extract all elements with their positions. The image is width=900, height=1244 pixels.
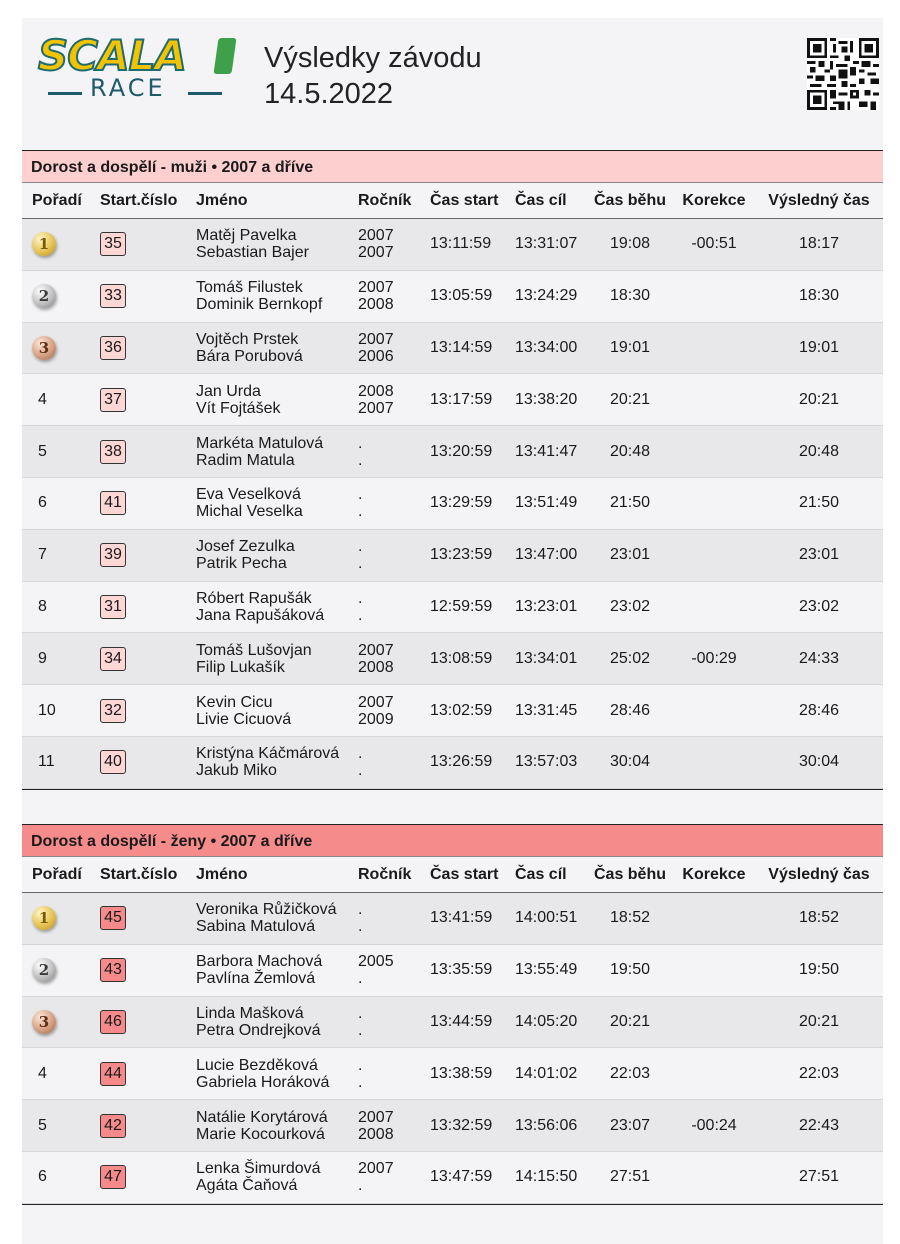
name-cell [188, 1160, 350, 1194]
bib-cell [92, 1114, 188, 1138]
run-time: 19:01 [609, 338, 651, 356]
run-time: 20:21 [609, 390, 651, 408]
final-time: 27:51 [798, 1168, 840, 1186]
bib-cell [92, 958, 188, 982]
rank-cell [22, 284, 92, 308]
run-time: 25:02 [609, 649, 651, 667]
runner-name-2: Sebastian Bajer [196, 244, 309, 262]
col-corr: Korekce [682, 865, 746, 883]
rank-cell [22, 232, 92, 256]
col-start: Čas start [430, 191, 499, 209]
run-time: 22:03 [609, 1064, 651, 1082]
rank-cell: 8 [38, 597, 47, 615]
year-cell [350, 953, 422, 987]
finish-time: 13:38:20 [515, 390, 578, 408]
col-name: Jméno [196, 865, 248, 883]
runner-name-2: Radim Matula [196, 451, 295, 469]
finish-time: 13:24:29 [515, 287, 578, 305]
col-rank: Pořadí [32, 865, 82, 883]
final-time: 18:52 [798, 909, 840, 927]
birth-year-2: 2008 [358, 658, 394, 676]
final-time: 20:48 [798, 442, 840, 460]
table-row [22, 633, 883, 685]
bib-cell [92, 284, 188, 308]
start-time: 13:32:59 [430, 1116, 493, 1134]
bib-badge: 35 [100, 232, 126, 256]
runner-name-2: Michal Veselka [196, 503, 303, 521]
results-table-women [22, 893, 883, 1204]
bib-cell [92, 1165, 188, 1189]
col-final: Výsledný čas [768, 191, 870, 209]
finish-time: 14:05:20 [515, 1012, 578, 1030]
finish-time: 13:31:45 [515, 701, 578, 719]
logo-line-right [188, 92, 222, 95]
runner-name-2: Dominik Bernkopf [196, 296, 323, 314]
runner-name-1: Róbert Rapušák [196, 589, 312, 607]
run-time: 27:51 [609, 1168, 651, 1186]
start-time: 13:17:59 [430, 390, 493, 408]
name-cell [188, 331, 350, 365]
start-time: 13:41:59 [430, 909, 493, 927]
runner-name-2: Vít Fojtášek [196, 399, 281, 417]
finish-time: 14:01:02 [515, 1064, 578, 1082]
col-rank: Pořadí [32, 191, 82, 209]
bib-cell [92, 750, 188, 774]
birth-year-1: 2007 [358, 1108, 394, 1126]
finish-time: 13:55:49 [515, 961, 578, 979]
start-time: 13:05:59 [430, 287, 493, 305]
final-time: 28:46 [798, 701, 840, 719]
year-cell [350, 435, 422, 469]
start-time: 13:20:59 [430, 442, 493, 460]
table-row [22, 1100, 883, 1152]
table-row [22, 271, 883, 323]
runner-name-1: Matěj Pavelka [196, 227, 297, 245]
gold-medal-icon: 1 [32, 232, 56, 256]
start-time: 13:08:59 [430, 649, 493, 667]
name-cell [188, 279, 350, 313]
correction: -00:24 [691, 1116, 737, 1134]
table-row [22, 893, 883, 945]
correction: -00:51 [691, 235, 737, 253]
start-time: 13:11:59 [430, 235, 492, 253]
runner-name-1: Veronika Růžičková [196, 901, 337, 919]
bib-badge: 43 [100, 958, 126, 982]
finish-time: 14:00:51 [515, 909, 578, 927]
title-line-2: 14.5.2022 [264, 78, 394, 110]
rank-cell: 7 [38, 546, 47, 564]
logo-line-left [48, 92, 82, 95]
year-cell [350, 1109, 422, 1143]
logo-sub-text: RACE [90, 74, 166, 102]
bronze-medal-icon: 3 [32, 336, 56, 360]
gold-medal-icon: 1 [32, 906, 56, 930]
birth-year-2: . [358, 1021, 363, 1039]
final-time: 23:02 [798, 597, 840, 615]
final-time: 21:50 [798, 494, 840, 512]
year-cell [350, 901, 422, 935]
run-time: 19:50 [609, 961, 651, 979]
finish-time: 13:57:03 [515, 753, 578, 771]
final-time: 18:30 [798, 287, 840, 305]
bib-cell [92, 1010, 188, 1034]
table-row [22, 945, 883, 997]
bib-cell [92, 699, 188, 723]
finish-time: 13:34:00 [515, 338, 578, 356]
run-time: 20:21 [609, 1012, 651, 1030]
name-cell [188, 745, 350, 779]
runner-name-1: Josef Zezulka [196, 538, 295, 556]
silver-medal-icon: 2 [32, 958, 56, 982]
birth-year-1: . [358, 1004, 363, 1022]
name-cell [188, 1005, 350, 1039]
birth-year-2: 2007 [358, 399, 394, 417]
col-bib: Start.číslo [100, 191, 178, 209]
rank-cell: 6 [38, 494, 47, 512]
results-sheet [22, 18, 883, 1244]
rank-cell: 11 [38, 753, 55, 771]
bib-badge: 45 [100, 906, 126, 930]
runner-name-2: Livie Cicuová [196, 710, 292, 728]
col-year: Ročník [358, 865, 412, 883]
qr-code-icon [807, 38, 879, 110]
birth-year-1: 2007 [358, 641, 394, 659]
runner-name-2: Jana Rapušáková [196, 606, 325, 624]
runner-name-1: Jan Urda [196, 382, 261, 400]
birth-year-1: . [358, 434, 363, 452]
section-title: Dorost a dospělí - ženy • 2007 a dříve [22, 824, 883, 857]
table-row [22, 1048, 883, 1100]
bib-badge: 39 [100, 543, 126, 567]
scala-race-logo [38, 31, 228, 104]
table-row [22, 426, 883, 478]
runner-name-1: Natálie Korytárová [196, 1108, 328, 1126]
silver-medal-icon: 2 [32, 284, 56, 308]
section-title: Dorost a dospělí - muži • 2007 a dříve [22, 150, 883, 183]
name-cell [188, 953, 350, 987]
rank-cell: 10 [38, 701, 56, 719]
year-cell [350, 1160, 422, 1194]
runner-name-2: Agáta Čaňová [196, 1177, 298, 1195]
name-cell [188, 1057, 350, 1091]
bib-cell [92, 440, 188, 464]
start-time: 13:47:59 [430, 1168, 493, 1186]
runner-name-1: Tomáš Filustek [196, 279, 303, 297]
run-time: 21:50 [609, 494, 651, 512]
runner-name-1: Tomáš Lušovjan [196, 641, 312, 659]
birth-year-2: . [358, 555, 363, 573]
final-time: 20:21 [798, 390, 840, 408]
birth-year-1: 2007 [358, 330, 394, 348]
bib-badge: 42 [100, 1114, 126, 1138]
runner-name-2: Patrik Pecha [196, 555, 287, 573]
runner-name-1: Kristýna Káčmárová [196, 745, 340, 763]
year-cell [350, 1057, 422, 1091]
name-cell [188, 383, 350, 417]
rank-cell: 5 [38, 1116, 47, 1134]
title-line-1: Výsledky závodu [264, 42, 482, 74]
rank-cell: 5 [38, 442, 47, 460]
table-row [22, 685, 883, 737]
final-time: 23:01 [798, 546, 840, 564]
finish-time: 13:47:00 [515, 546, 578, 564]
col-end: Čas cíl [515, 191, 567, 209]
runner-name-1: Markéta Matulová [196, 434, 324, 452]
runner-name-2: Sabina Matulová [196, 918, 316, 936]
col-bib: Start.číslo [100, 865, 178, 883]
col-end: Čas cíl [515, 865, 567, 883]
start-time: 13:29:59 [430, 494, 493, 512]
table-row [22, 219, 883, 271]
birth-year-2: . [358, 606, 363, 624]
birth-year-1: . [358, 538, 363, 556]
year-cell [350, 590, 422, 624]
rank-cell: 9 [38, 649, 47, 667]
runner-name-1: Barbora Machová [196, 953, 323, 971]
year-cell [350, 331, 422, 365]
birth-year-2: 2009 [358, 710, 394, 728]
bib-cell [92, 906, 188, 930]
col-final: Výsledný čas [768, 865, 870, 883]
table-row [22, 1152, 883, 1204]
birth-year-1: 2005 [358, 953, 394, 971]
rank-cell: 6 [38, 1168, 47, 1186]
bib-badge: 38 [100, 440, 126, 464]
run-time: 18:52 [609, 909, 651, 927]
final-time: 24:33 [798, 649, 840, 667]
final-time: 22:43 [798, 1116, 840, 1134]
finish-time: 13:51:49 [515, 494, 578, 512]
bib-badge: 33 [100, 284, 126, 308]
name-cell [188, 486, 350, 520]
col-year: Ročník [358, 191, 412, 209]
bib-cell [92, 336, 188, 360]
table-row [22, 997, 883, 1049]
birth-year-2: . [358, 970, 363, 988]
year-cell [350, 279, 422, 313]
birth-year-1: 2007 [358, 279, 394, 297]
year-cell [350, 694, 422, 728]
final-time: 20:21 [798, 1012, 840, 1030]
birth-year-1: . [358, 1056, 363, 1074]
birth-year-1: 2007 [358, 227, 394, 245]
table-row [22, 478, 883, 530]
runner-name-2: Filip Lukašík [196, 658, 285, 676]
bib-badge: 31 [100, 595, 126, 619]
rank-cell [22, 336, 92, 360]
birth-year-2: 2008 [358, 296, 394, 314]
year-cell [350, 745, 422, 779]
correction: -00:29 [691, 649, 737, 667]
bib-badge: 46 [100, 1010, 126, 1034]
name-cell [188, 435, 350, 469]
bib-badge: 41 [100, 491, 126, 515]
run-time: 23:07 [609, 1116, 651, 1134]
run-time: 30:04 [609, 753, 651, 771]
birth-year-2: 2007 [358, 244, 394, 262]
name-cell [188, 1109, 350, 1143]
start-time: 13:35:59 [430, 961, 493, 979]
finish-time: 13:34:01 [515, 649, 578, 667]
section-men [22, 150, 883, 790]
column-headers [22, 857, 883, 893]
run-time: 28:46 [609, 701, 651, 719]
finish-time: 13:41:47 [515, 442, 578, 460]
runner-name-2: Marie Kocourková [196, 1125, 325, 1143]
run-time: 20:48 [609, 442, 651, 460]
table-row [22, 374, 883, 426]
bib-badge: 36 [100, 336, 126, 360]
final-time: 30:04 [798, 753, 840, 771]
bib-cell [92, 491, 188, 515]
runner-name-2: Gabriela Horáková [196, 1073, 330, 1091]
finish-time: 14:15:50 [515, 1168, 578, 1186]
rank-cell [22, 906, 92, 930]
rank-cell [22, 958, 92, 982]
year-cell [350, 227, 422, 261]
header [22, 18, 883, 136]
results-table-men [22, 219, 883, 789]
bib-badge: 37 [100, 388, 126, 412]
col-start: Čas start [430, 865, 499, 883]
birth-year-1: . [358, 745, 363, 763]
bib-cell [92, 595, 188, 619]
birth-year-1: . [358, 901, 363, 919]
birth-year-1: 2007 [358, 1160, 394, 1178]
start-time: 13:23:59 [430, 546, 493, 564]
runner-name-2: Jakub Miko [196, 762, 277, 780]
year-cell [350, 538, 422, 572]
section-women [22, 824, 883, 1205]
table-row [22, 737, 883, 789]
name-cell [188, 227, 350, 261]
bib-badge: 34 [100, 647, 126, 671]
bib-cell [92, 232, 188, 256]
start-time: 13:02:59 [430, 701, 493, 719]
start-time: 13:26:59 [430, 753, 493, 771]
bib-badge: 32 [100, 699, 126, 723]
run-time: 23:02 [609, 597, 651, 615]
birth-year-2: . [358, 451, 363, 469]
logo-tag-icon [213, 38, 236, 74]
name-cell [188, 590, 350, 624]
bib-cell [92, 543, 188, 567]
birth-year-1: 2007 [358, 693, 394, 711]
runner-name-2: Bára Porubová [196, 347, 303, 365]
col-name: Jméno [196, 191, 248, 209]
table-row [22, 323, 883, 375]
runner-name-1: Lucie Bezděková [196, 1056, 318, 1074]
name-cell [188, 694, 350, 728]
page-title [264, 40, 482, 112]
col-corr: Korekce [682, 191, 746, 209]
start-time: 13:14:59 [430, 338, 493, 356]
runner-name-1: Vojtěch Prstek [196, 330, 299, 348]
table-row [22, 530, 883, 582]
finish-time: 13:23:01 [515, 597, 578, 615]
start-time: 13:38:59 [430, 1064, 493, 1082]
run-time: 19:08 [609, 235, 651, 253]
table-row [22, 582, 883, 634]
runner-name-1: Linda Mašková [196, 1004, 304, 1022]
bib-badge: 40 [100, 750, 126, 774]
year-cell [350, 486, 422, 520]
birth-year-1: . [358, 589, 363, 607]
final-time: 22:03 [798, 1064, 840, 1082]
col-run: Čas běhu [593, 865, 666, 883]
birth-year-2: . [358, 918, 363, 936]
year-cell [350, 383, 422, 417]
year-cell [350, 1005, 422, 1039]
start-time: 13:44:59 [430, 1012, 493, 1030]
runner-name-1: Lenka Šimurdová [196, 1160, 321, 1178]
run-time: 18:30 [609, 287, 651, 305]
runner-name-2: Pavlína Žemlová [196, 970, 316, 988]
name-cell [188, 901, 350, 935]
bib-badge: 47 [100, 1165, 126, 1189]
bib-cell [92, 388, 188, 412]
birth-year-2: . [358, 503, 363, 521]
final-time: 19:01 [798, 338, 840, 356]
col-run: Čas běhu [593, 191, 666, 209]
runner-name-2: Petra Ondrejková [196, 1021, 321, 1039]
name-cell [188, 538, 350, 572]
birth-year-2: . [358, 1073, 363, 1091]
year-cell [350, 642, 422, 676]
bronze-medal-icon: 3 [32, 1010, 56, 1034]
birth-year-1: . [358, 486, 363, 504]
bib-cell [92, 647, 188, 671]
bib-cell [92, 1062, 188, 1086]
rank-cell: 4 [38, 1064, 47, 1082]
birth-year-1: 2008 [358, 382, 394, 400]
runner-name-1: Eva Veselková [196, 486, 301, 504]
finish-time: 13:56:06 [515, 1116, 578, 1134]
birth-year-2: . [358, 762, 363, 780]
birth-year-2: 2006 [358, 347, 394, 365]
birth-year-2: . [358, 1177, 363, 1195]
rank-cell [22, 1010, 92, 1034]
final-time: 19:50 [798, 961, 840, 979]
rank-cell: 4 [38, 390, 47, 408]
finish-time: 13:31:07 [515, 235, 578, 253]
run-time: 23:01 [609, 546, 651, 564]
bib-badge: 44 [100, 1062, 126, 1086]
name-cell [188, 642, 350, 676]
birth-year-2: 2008 [358, 1125, 394, 1143]
start-time: 12:59:59 [430, 597, 493, 615]
column-headers [22, 183, 883, 219]
logo-main-text: SCALA [38, 31, 186, 80]
final-time: 18:17 [798, 235, 840, 253]
runner-name-1: Kevin Cicu [196, 693, 273, 711]
